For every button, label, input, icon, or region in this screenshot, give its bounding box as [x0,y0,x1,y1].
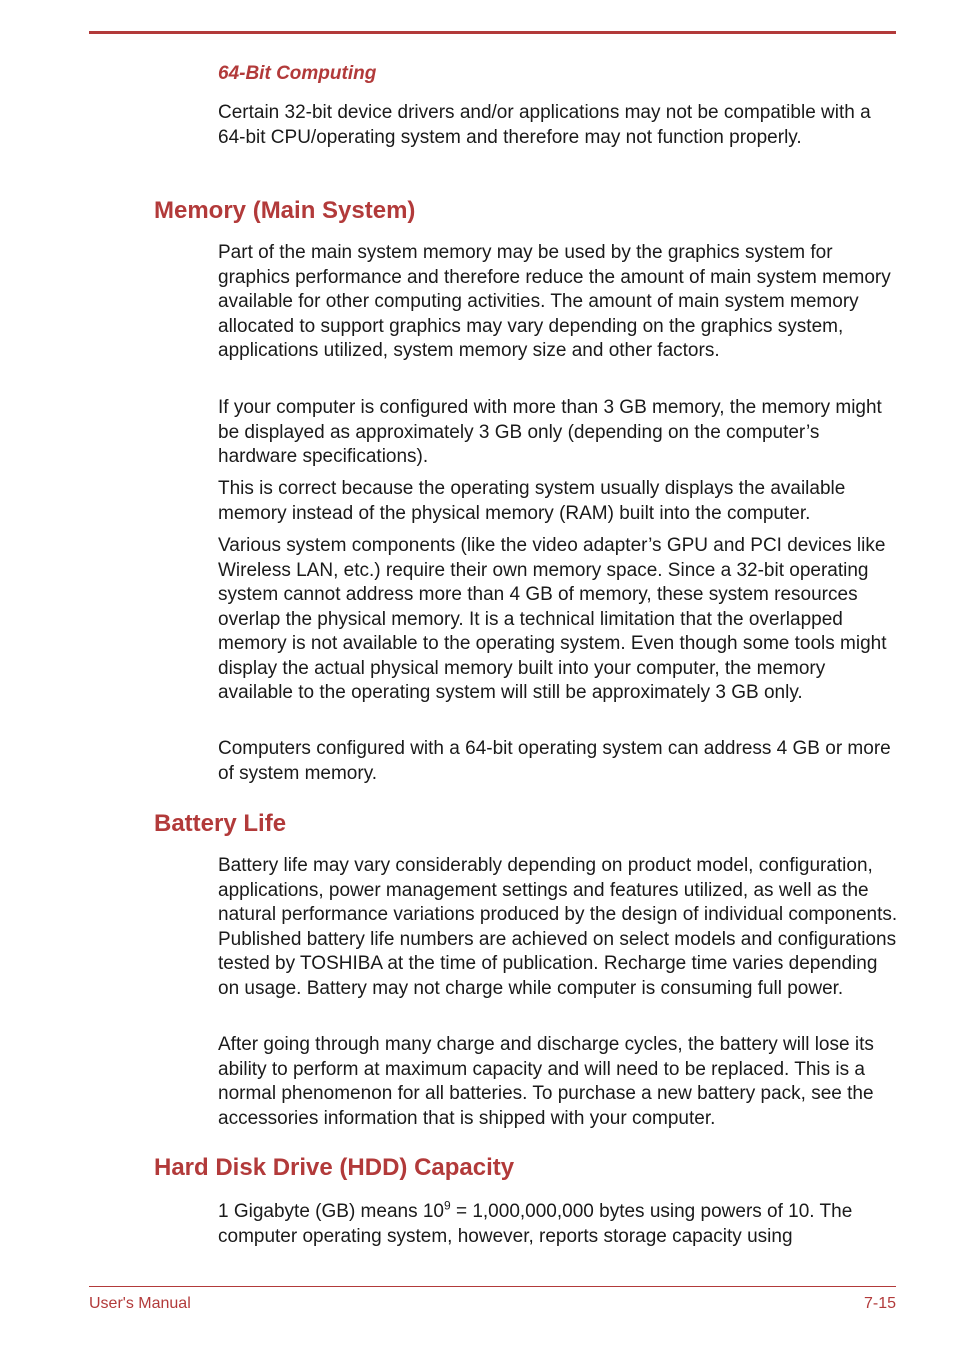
paragraph-memory-3: This is correct because the operating system usually displays the available memory instead of the physical memory (RAM) built into the computer. [218,478,846,524]
footer-rule [89,1286,896,1287]
hdd-text-before: 1 Gigabyte (GB) means 10 [218,1201,444,1222]
paragraph-memory-2: If your computer is configured with more than 3 GB memory, the memory might be displayed as approximately 3 GB only (depending on the computer’s hardware specifications). [218,397,882,467]
hdd-exponent: 9 [444,1198,451,1213]
paragraph-battery-2: After going through many charge and discharge cycles, the battery will lose its ability to perform at maximum capacity and will need to be replaced. This is a normal phenomenon for all batteries. To purchase a new battery pack, see the accessories information that is shipped with your computer. [218,1034,874,1129]
section-heading-memory: Memory (Main System) [154,197,416,224]
paragraph-memory-4: Various system components (like the video adapter’s GPU and PCI devices like Wireless LAN, etc.) require their own memory space. Since a 32-bit operating system cannot address more than 4 GB of memory, these system resources overlap the physical memory. It is a technical limitation that the overlapped memory is not available to the operating system. Even though some tools might display the actual physical memory built into your computer, the memory available to the operating system will still be approximately 3 GB only. [218,535,887,703]
page-number: 7-15 [863,1295,896,1312]
paragraph-battery-1: Battery life may vary considerably depending on product model, configuration, applications, power management settings and features utilized, as well as the natural performance variations produced by the design of individual components. Published battery life numbers are achieved on select models and configurations tested by TOSHIBA at the time of publication. Recharge time varies depending on usage. Battery may not charge while computer is consuming full power. [218,855,898,999]
footer-manual-title: User's Manual [89,1295,191,1312]
hdd-text-after: = 1,000,000,000 bytes using powers of 10. The computer operating system, however, reports storage capacity using [218,1201,853,1247]
section-heading-hdd: Hard Disk Drive (HDD) Capacity [154,1154,515,1181]
section-heading-battery: Battery Life [154,810,287,837]
paragraph-64bit: Certain 32-bit device drivers and/or applications may not be compatible with a 64-bit CPU/operating system and therefore may not function properly. [218,102,871,148]
paragraph-memory-1: Part of the main system memory may be used by the graphics system for graphics performance and therefore reduce the amount of main system memory available for other computing activities. The amount of main system memory allocated to support graphics may vary depending on the graphics system, applications utilized, system memory size and other factors. [218,242,891,361]
paragraph-memory-5: Computers configured with a 64-bit operating system can address 4 GB or more of system memory. [218,738,891,784]
paragraph-hdd-1 [218,1200,902,1249]
header-rule [89,31,896,34]
section-subheading-64bit: 64-Bit Computing [218,63,377,84]
